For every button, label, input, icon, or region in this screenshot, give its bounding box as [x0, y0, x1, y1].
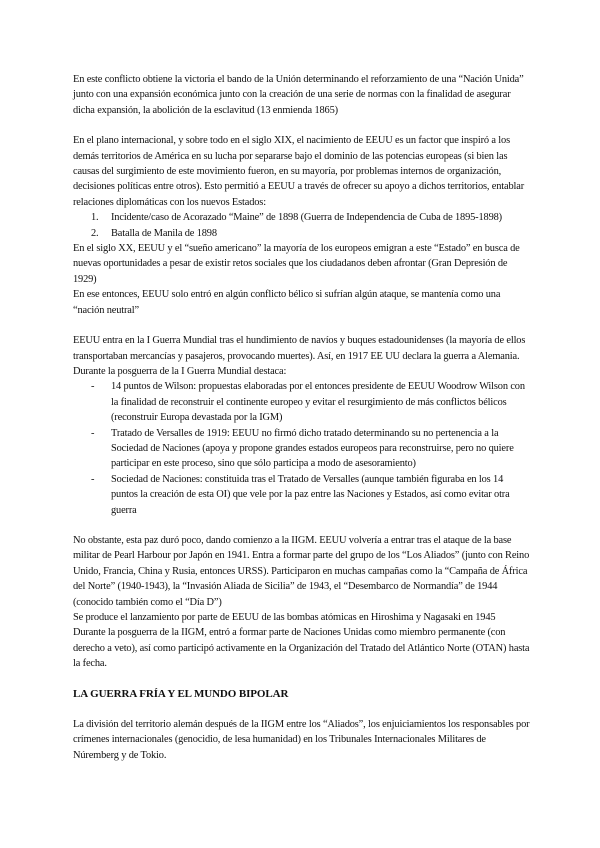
- paragraph-united-nations: Durante la posguerra de la IIGM, entró a formar parte de Naciones Unidas como miembro permanente (con derecho a veto), así como participó activamente en la Organización del Tratado del Atlántico Norte (OTAN) hasta la fecha.: [73, 627, 530, 670]
- paragraph-second-world-war: No obstante, esta paz duró poco, dando comienzo a la IIGM. EEUU volvería a entrar tras el ataque de la base militar de Pearl Harbour por Japón en 1941. Entra a formar parte del grupo de los “Los Aliados” (junto con Reino Unido, Francia, China y Rusia, entonces URSS). Participaron en muchas campañas como la “Campaña de África del Norte” (1940-1943), la “Invasión Aliada de Sicilia” de 1943, el “Desembarco de Normandía” de 1944 (conocido también como el “Día D”): [73, 534, 530, 608]
- paragraph-american-dream: En el siglo XX, EEUU y el “sueño americano” la mayoría de los europeos emigran a este “Estado” en busca de nuevas oportunidades a pesar de existir retos sociales que los ciudadanos deben afrontar (Gran Depresión de 1929): [73, 243, 520, 285]
- section-heading: LA GUERRA FRÍA Y EL MUNDO BIPOLAR: [73, 687, 289, 700]
- list-item: [73, 226, 531, 241]
- paragraph-german-division: La división del territorio alemán después de la IIGM entre los “Aliados”, los enjuiciamientos los responsables por crímenes internacionales (genocidio, de lesa humanidad) en los Tribunales Internacionales Militares de Núremberg y de Tokio.: [73, 719, 530, 761]
- list-dash: -: [91, 427, 95, 439]
- paragraph-international-plane: En el plano internacional, y sobre todo en el siglo XIX, el nacimiento de EEUU es un factor que inspiró a los demás territorios de América en su lucha por separarse bajo el dominio de las potencias europeas (si bien las causas del surgimiento de este movimiento fueron, en su mayoría, por problemas internos de organización, decisiones políticas entre otros). Esto permitió a EEUU a través de ofrecer su apoyo a dichos territorios, entablar relaciones diplomáticas con los nuevos Estados:: [73, 135, 525, 208]
- document-body: [73, 72, 531, 763]
- list-item-text: 14 puntos de Wilson: propuestas elaboradas por el entonces presidente de EEUU Woodrow Wilson con la finalidad de reconstruir el continente europeo y evitar el resurgimiento de más conflictos bélicos (reconstruir Europa devastada por la IGM): [111, 381, 525, 424]
- list-number: 2.: [91, 227, 99, 239]
- list-item-text: Batalla de Manila de 1898: [111, 227, 217, 239]
- paragraph-union-victory: En este conflicto obtiene la victoria el bando de la Unión determinando el reforzamiento de una “Nación Unida” junto con una expansión económica junto con la creación de una serie de normas con la finalidad de asegurar dicha expansión, la abolición de la esclavitud (13 enmienda 1865): [73, 74, 524, 116]
- list-item: [73, 472, 531, 518]
- numbered-list-conflicts: [73, 210, 531, 241]
- list-item: [73, 379, 531, 425]
- list-number: 1.: [91, 212, 99, 224]
- spacer: [73, 318, 531, 333]
- spacer: [73, 702, 531, 717]
- list-item-text: Incidente/caso de Acorazado “Maine” de 1898 (Guerra de Independencia de Cuba de 1895-1898): [111, 212, 502, 224]
- spacer: [73, 518, 531, 533]
- paragraph-atomic-bombs: Se produce el lanzamiento por parte de EEUU de las bombas atómicas en Hiroshima y Nagasaki en 1945: [73, 612, 496, 623]
- list-dash: -: [91, 473, 95, 485]
- paragraph-first-world-war: EEUU entra en la I Guerra Mundial tras el hundimiento de navíos y buques estadounidenses (la mayoría de ellos transportaban mercancías y pasajeros, provocando muertes). Así, en 1917 EE UU declara la guerra a Alemania. Durante la posguerra de la I Guerra Mundial destaca:: [73, 335, 526, 377]
- list-dash: -: [91, 381, 95, 393]
- list-item: [73, 426, 531, 472]
- list-item-text: Tratado de Versalles de 1919: EEUU no firmó dicho tratado determinando su no pertenencia a la Sociedad de Naciones (apoya y propone grandes estados europeos para reconstruirse, pero no quiere participar en este proceso, sino que sólo participa a modo de asesoramiento): [111, 427, 514, 470]
- dash-list-postwar: [73, 379, 531, 518]
- list-item: [73, 210, 531, 225]
- spacer: [73, 118, 531, 133]
- spacer: [73, 672, 531, 687]
- paragraph-neutral-nation: En ese entonces, EEUU solo entró en algún conflicto bélico si sufrían algún ataque, se mantenía como una “nación neutral”: [73, 289, 501, 316]
- list-item-text: Sociedad de Naciones: constituida tras el Tratado de Versalles (aunque también figuraba en los 14 puntos la creación de esta OI) que vele por la paz entre las Naciones y Estados, así como evitar otra guerra: [111, 473, 510, 516]
